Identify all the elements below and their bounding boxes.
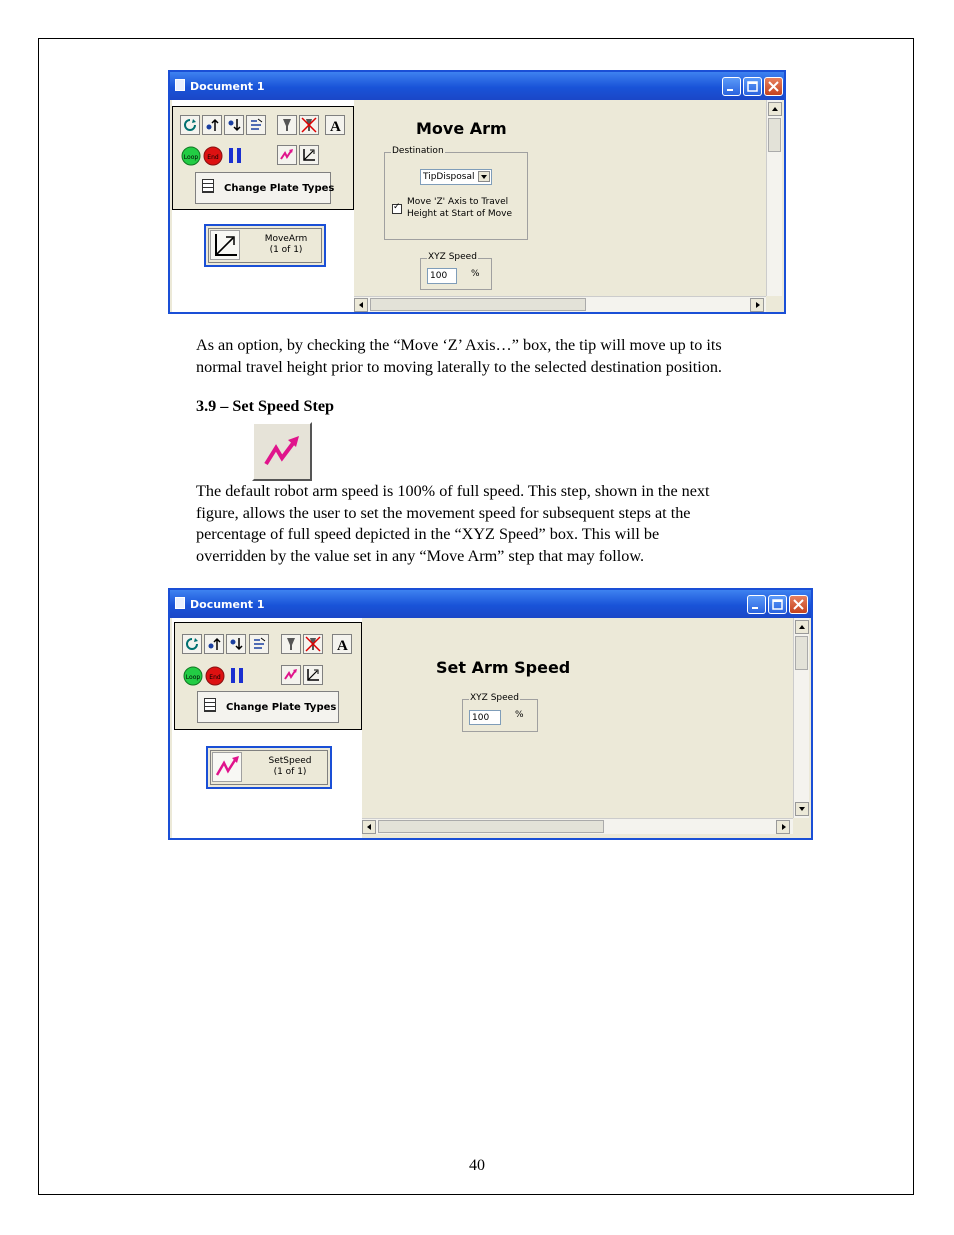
- svg-text:Loop: Loop: [183, 154, 199, 161]
- step-card-movearm[interactable]: [204, 224, 326, 267]
- mix-icon: [248, 117, 264, 133]
- scroll-up-button[interactable]: [768, 102, 782, 116]
- change-plate-types-button[interactable]: [195, 172, 335, 204]
- tip-tool[interactable]: [281, 634, 301, 654]
- vertical-scrollbar[interactable]: [766, 100, 782, 296]
- set-speed-icon: [283, 667, 299, 683]
- horizontal-scrollbar[interactable]: [362, 818, 793, 834]
- mix-tool[interactable]: [246, 115, 266, 135]
- page-title: Set Arm Speed: [436, 658, 571, 677]
- close-icon: [768, 81, 779, 92]
- move-arm-tool[interactable]: [303, 665, 323, 685]
- loop-tool[interactable]: [180, 145, 200, 165]
- horizontal-scrollbar[interactable]: [354, 296, 766, 312]
- move-arm-icon: [301, 147, 317, 163]
- paragraph-move-z-option: [196, 335, 722, 378]
- text-tool[interactable]: [325, 115, 345, 135]
- maximize-icon: [747, 81, 758, 92]
- paragraph-line: figure, allows the user to set the movement speed for subsequent steps at the: [196, 503, 691, 522]
- pause-icon: [225, 146, 245, 166]
- xyz-speed-group: [462, 693, 538, 732]
- destination-legend: Destination: [392, 146, 444, 156]
- destination-value: TipDisposal: [423, 172, 475, 182]
- loop-tool[interactable]: [182, 665, 202, 685]
- plate-grid-icon: [202, 179, 214, 193]
- aspirate-tool[interactable]: [180, 115, 200, 135]
- tip-icon: [279, 117, 295, 133]
- pause-tool[interactable]: [226, 665, 246, 685]
- paragraph-line: normal travel height prior to moving laterally to the selected destination position.: [196, 357, 722, 376]
- svg-text:A: A: [330, 119, 341, 133]
- dispense-up-icon: [206, 636, 222, 652]
- minimize-button[interactable]: [747, 595, 766, 614]
- destination-select[interactable]: [420, 169, 492, 185]
- toolbox: [174, 622, 362, 730]
- plate-grid-icon: [204, 698, 216, 712]
- xyz-speed-value: 100: [472, 713, 490, 723]
- set-speed-button-illustration: [252, 422, 312, 481]
- window-title: Document 1: [190, 80, 265, 93]
- eject-tip-tool[interactable]: [303, 634, 323, 654]
- step-name: SetSpeed: [268, 756, 312, 766]
- section-heading: 3.9 – Set Speed Step: [196, 397, 335, 415]
- mix-tool[interactable]: [249, 634, 269, 654]
- svg-text:End: End: [209, 674, 221, 681]
- minimize-icon: [726, 81, 737, 92]
- aspirate-icon: [182, 117, 198, 133]
- tip-icon: [283, 636, 299, 652]
- xyz-speed-legend: XYZ Speed: [470, 693, 519, 703]
- end-tool[interactable]: [204, 665, 224, 685]
- xyz-speed-value: 100: [430, 271, 448, 281]
- paragraph-set-speed: [196, 481, 710, 567]
- change-plate-types-label: Change Plate Types: [226, 702, 337, 713]
- dispense-down-tool[interactable]: [224, 115, 244, 135]
- aspirate-tool[interactable]: [182, 634, 202, 654]
- scroll-left-button[interactable]: [362, 820, 376, 834]
- step-card-setspeed[interactable]: [206, 746, 332, 789]
- loop-icon: [183, 666, 203, 686]
- close-button[interactable]: [764, 77, 783, 96]
- dispense-down-tool[interactable]: [226, 634, 246, 654]
- move-arm-icon: [305, 667, 321, 683]
- step-count: (1 of 1): [273, 767, 307, 777]
- xyz-speed-group: [420, 252, 492, 290]
- aspirate-icon: [184, 636, 200, 652]
- set-speed-icon: [254, 424, 310, 479]
- checkbox-label-line1: Move 'Z' Axis to Travel: [407, 197, 509, 207]
- loop-icon: [181, 146, 201, 166]
- scroll-right-button[interactable]: [750, 298, 764, 312]
- step-list-pane: [172, 618, 362, 838]
- svg-text:Loop: Loop: [185, 674, 201, 681]
- change-plate-types-button[interactable]: [197, 691, 339, 723]
- step-count: (1 of 1): [269, 245, 303, 255]
- paragraph-line: As an option, by checking the “Move ‘Z’ Axis…” box, the tip will move up to its: [196, 336, 722, 354]
- move-z-axis-checkbox[interactable]: [392, 204, 402, 214]
- maximize-button[interactable]: [743, 77, 762, 96]
- dispense-down-icon: [228, 636, 244, 652]
- mix-icon: [251, 636, 267, 652]
- toolbox: [172, 106, 354, 210]
- maximize-button[interactable]: [768, 595, 787, 614]
- xyz-speed-input[interactable]: [469, 710, 501, 725]
- change-plate-types-label: Change Plate Types: [224, 183, 335, 194]
- destination-group: [384, 146, 528, 240]
- scroll-left-button[interactable]: [354, 298, 368, 312]
- scroll-up-button[interactable]: [795, 620, 809, 634]
- paragraph-line: overridden by the value set in any “Move Arm” step that may follow.: [196, 546, 645, 565]
- checkbox-label-line2: Height at Start of Move: [407, 209, 513, 219]
- text-tool[interactable]: [332, 634, 352, 654]
- title-bar: [170, 72, 784, 100]
- properties-pane: [362, 618, 793, 818]
- end-tool[interactable]: [202, 145, 222, 165]
- text-icon: [327, 117, 343, 133]
- end-icon: [205, 666, 225, 686]
- title-bar: [170, 590, 811, 618]
- chevron-down-icon[interactable]: [478, 171, 490, 182]
- minimize-button[interactable]: [722, 77, 741, 96]
- eject-tip-icon: [301, 117, 317, 133]
- svg-text:A: A: [337, 638, 348, 652]
- svg-text:End: End: [207, 154, 219, 161]
- set-speed-icon: [279, 147, 295, 163]
- scroll-thumb[interactable]: [768, 118, 781, 152]
- percent-unit: %: [515, 710, 524, 720]
- step-list-pane: [172, 100, 354, 312]
- window-set-speed: [168, 588, 813, 840]
- eject-tip-icon: [305, 636, 321, 652]
- minimize-icon: [751, 599, 762, 610]
- set-speed-tool[interactable]: [277, 145, 297, 165]
- scroll-right-button[interactable]: [776, 820, 790, 834]
- vertical-scrollbar[interactable]: [793, 618, 809, 818]
- paragraph-line: The default robot arm speed is 100% of full speed. This step, shown in the next: [196, 482, 710, 500]
- move-arm-icon: [210, 230, 240, 260]
- xyz-speed-input[interactable]: [427, 268, 457, 284]
- paragraph-line: percentage of full speed depicted in the “XYZ Speed” box. This will be: [196, 525, 660, 543]
- dispense-up-tool[interactable]: [204, 634, 224, 654]
- page-title: Move Arm: [416, 119, 507, 138]
- close-button[interactable]: [789, 595, 808, 614]
- close-icon: [793, 599, 804, 610]
- window-move-arm: [168, 70, 786, 314]
- scroll-down-button[interactable]: [795, 802, 809, 816]
- pause-icon: [227, 666, 247, 686]
- document-icon: [175, 79, 185, 91]
- pause-tool[interactable]: [224, 145, 244, 165]
- end-icon: [203, 146, 223, 166]
- scroll-thumb-horizontal[interactable]: [378, 820, 604, 833]
- scroll-thumb-horizontal[interactable]: [370, 298, 586, 311]
- eject-tip-tool[interactable]: [299, 115, 319, 135]
- window-title: Document 1: [190, 598, 265, 611]
- step-name: MoveArm: [264, 234, 308, 244]
- dispense-up-tool[interactable]: [202, 115, 222, 135]
- tip-tool[interactable]: [277, 115, 297, 135]
- scroll-thumb[interactable]: [795, 636, 808, 670]
- move-arm-tool[interactable]: [299, 145, 319, 165]
- dispense-down-icon: [226, 117, 242, 133]
- maximize-icon: [772, 599, 783, 610]
- properties-pane: [354, 100, 766, 296]
- set-speed-icon: [212, 752, 242, 782]
- dispense-up-icon: [204, 117, 220, 133]
- set-speed-tool[interactable]: [281, 665, 301, 685]
- document-icon: [175, 597, 185, 609]
- page-number: 40: [469, 1157, 485, 1174]
- text-icon: [334, 636, 350, 652]
- percent-unit: %: [471, 269, 480, 279]
- xyz-speed-legend: XYZ Speed: [428, 252, 477, 262]
